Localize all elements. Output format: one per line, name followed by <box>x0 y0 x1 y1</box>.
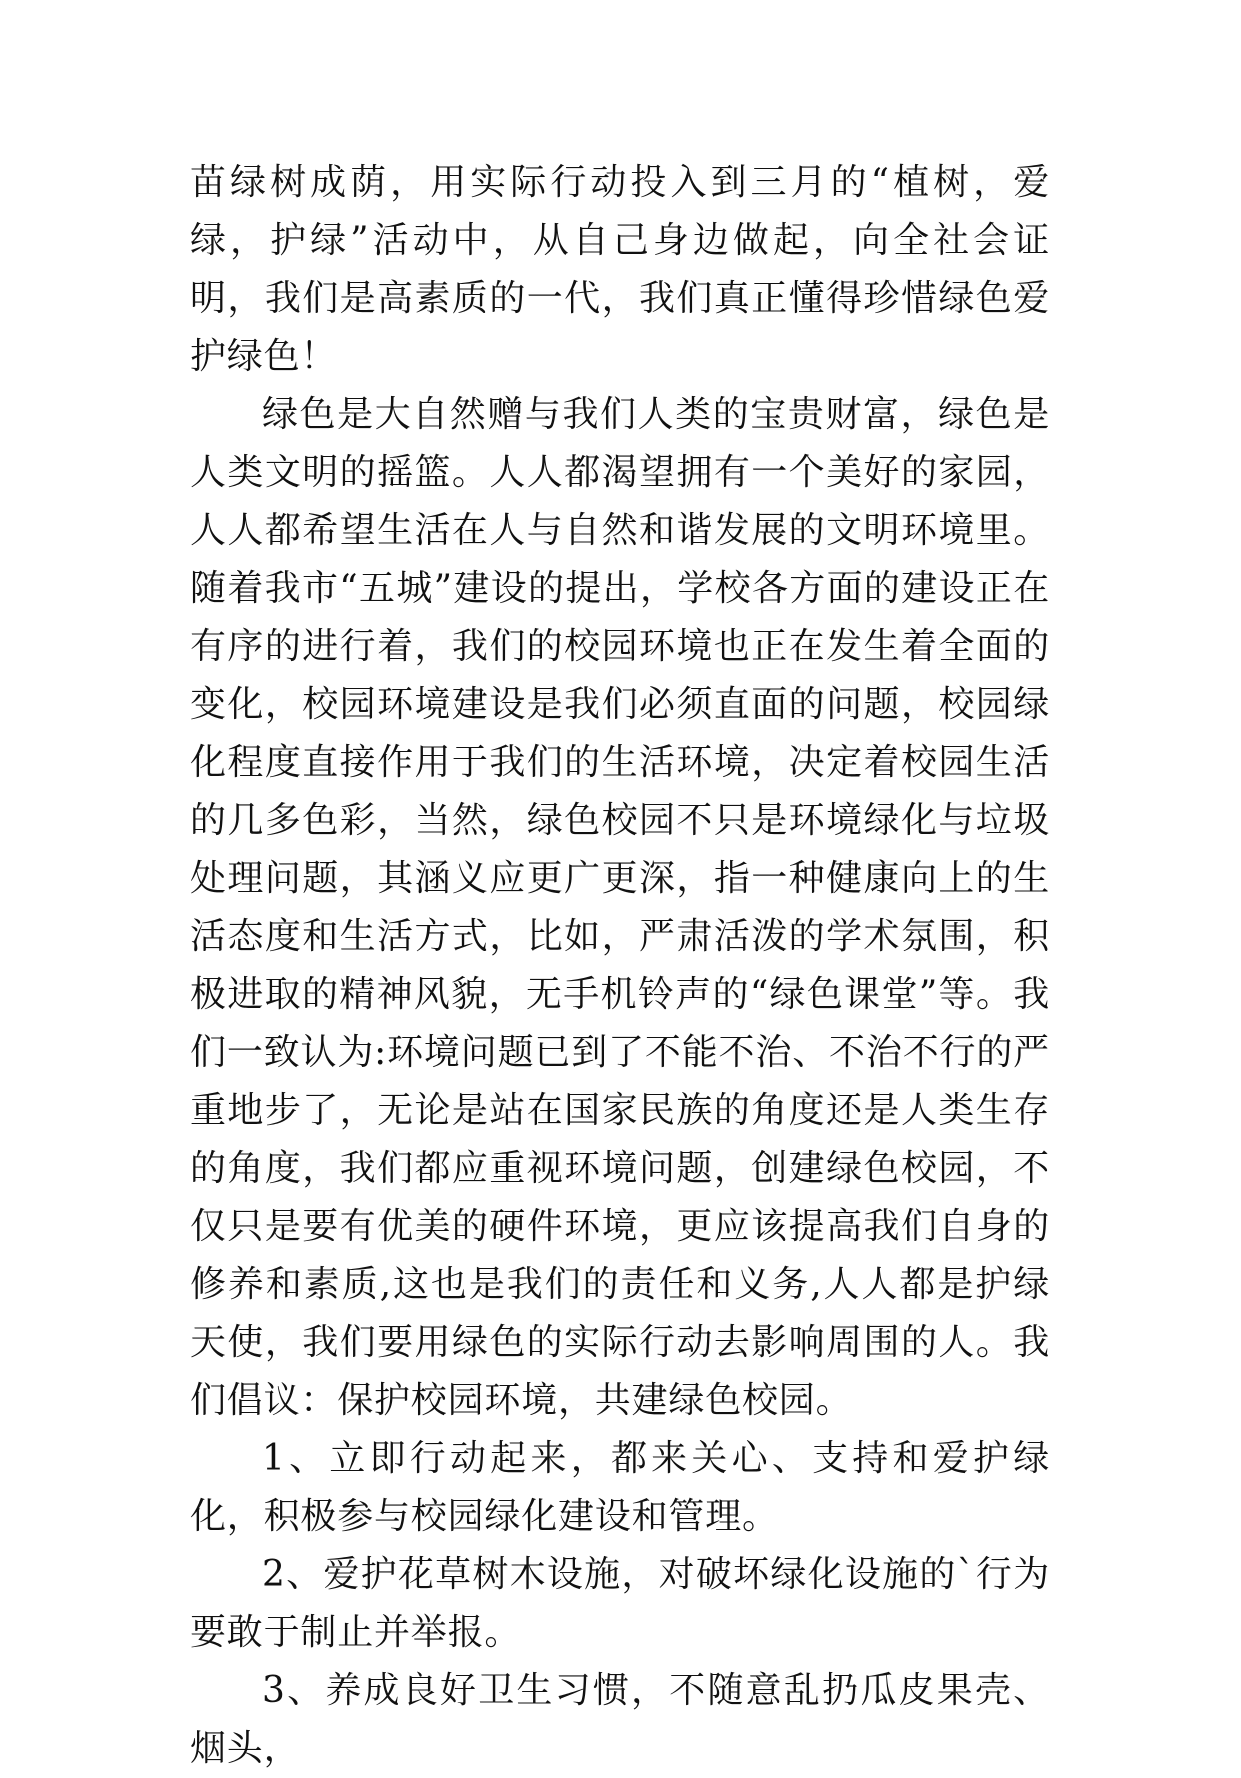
proposal-item-1: 1、立即行动起来，都来关心、支持和爱护绿化，积极参与校园绿化建设和管理。 <box>190 1438 1050 1537</box>
paragraph-continuation: 苗绿树成荫，用实际行动投入到三月的“植树，爱绿，护绿”活动中，从自己身边做起，向全社会证明，我们是高素质的一代，我们真正懂得珍惜绿色爱护绿色！ <box>190 162 1050 377</box>
paragraph-green-campus: 绿色是大自然赠与我们人类的宝贵财富，绿色是人类文明的摇篮。人人都渴望拥有一个美好的家园，人人都希望生活在人与自然和谐发展的文明环境里。随着我市“五城”建设的提出，学校各方面的建设正在有序的进行着，我们的校园环境也正在发生着全面的变化，校园环境建设是我们必须直面的问题，校园绿化程度直接作用于我们的生活环境，决定着校园生活的几多色彩，当然，绿色校园不只是环境绿化与垃圾处理问题，其涵义应更广更深，指一种健康向上的生活态度和生活方式，比如，严肃活泼的学术氛围，积极进取的精神风貌，无手机铃声的“绿色课堂”等。我们一致认为:环境问题已到了不能不治、不治不行的严重地步了，无论是站在国家民族的角度还是人类生存的角度，我们都应重视环境问题，创建绿色校园，不仅只是要有优美的硬件环境，更应该提高我们自身的修养和素质,这也是我们的责任和义务,人人都是护绿天使，我们要用绿色的实际行动去影响周围的人。我们倡议：保护校园环境，共建绿色校园。 <box>190 394 1050 1421</box>
document-body <box>190 154 1050 1778</box>
proposal-item-3: 3、养成良好卫生习惯，不随意乱扔瓜皮果壳、烟头， <box>190 1670 1050 1769</box>
proposal-item-2: 2、爱护花草树木设施，对破坏绿化设施的`行为要敢于制止并举报。 <box>190 1554 1050 1653</box>
